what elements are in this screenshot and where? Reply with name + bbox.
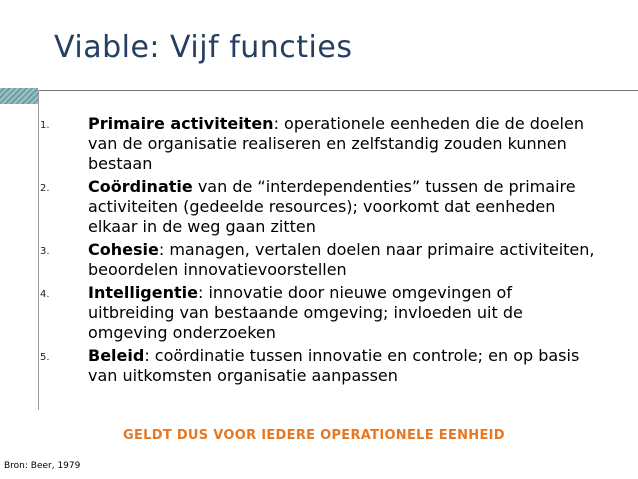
list-number: 1. — [40, 120, 50, 131]
list-text — [88, 114, 600, 174]
item-description: : operationele eenheden die de doelen van de organisatie realiseren en zelfstandig zouden kunnen bestaan — [88, 114, 584, 173]
list-item — [40, 177, 600, 237]
list-text — [88, 283, 600, 343]
list-number: 3. — [40, 246, 50, 257]
list-item — [40, 114, 600, 174]
list-item — [40, 283, 600, 343]
item-term: Intelligentie — [88, 283, 198, 302]
slide-title: Viable: Vijf functies — [54, 30, 353, 65]
item-description: : coördinatie tussen innovatie en controle; en op basis van uitkomsten organisatie aanpassen — [88, 346, 580, 385]
item-term: Primaire activiteiten — [88, 114, 274, 133]
callout-text: GELDT DUS VOOR IEDERE OPERATIONELE EENHEID — [123, 428, 505, 443]
list-number: 4. — [40, 289, 50, 300]
list-number: 5. — [40, 352, 50, 363]
item-description: : innovatie door nieuwe omgevingen of uitbreiding van bestaande omgeving; invloeden uit de omgeving onderzoeken — [88, 283, 523, 342]
function-list — [40, 114, 600, 389]
list-text — [88, 177, 600, 237]
item-term: Cohesie — [88, 240, 159, 259]
title-divider — [38, 90, 638, 91]
list-item — [40, 240, 600, 280]
list-text — [88, 346, 600, 386]
source-citation: Bron: Beer, 1979 — [4, 461, 81, 471]
list-item — [40, 346, 600, 386]
item-description: : managen, vertalen doelen naar primaire activiteiten, beoordelen innovatievoorstellen — [88, 240, 595, 279]
item-description: van de “interdependenties” tussen de primaire activiteiten (gedeelde resources); voorkomt dat eenheden elkaar in de weg gaan zitten — [88, 177, 576, 236]
list-number: 2. — [40, 183, 50, 194]
decorative-accent-bar — [0, 88, 38, 104]
item-term: Coördinatie — [88, 177, 193, 196]
content-left-border — [38, 90, 39, 410]
list-text — [88, 240, 600, 280]
item-term: Beleid — [88, 346, 145, 365]
